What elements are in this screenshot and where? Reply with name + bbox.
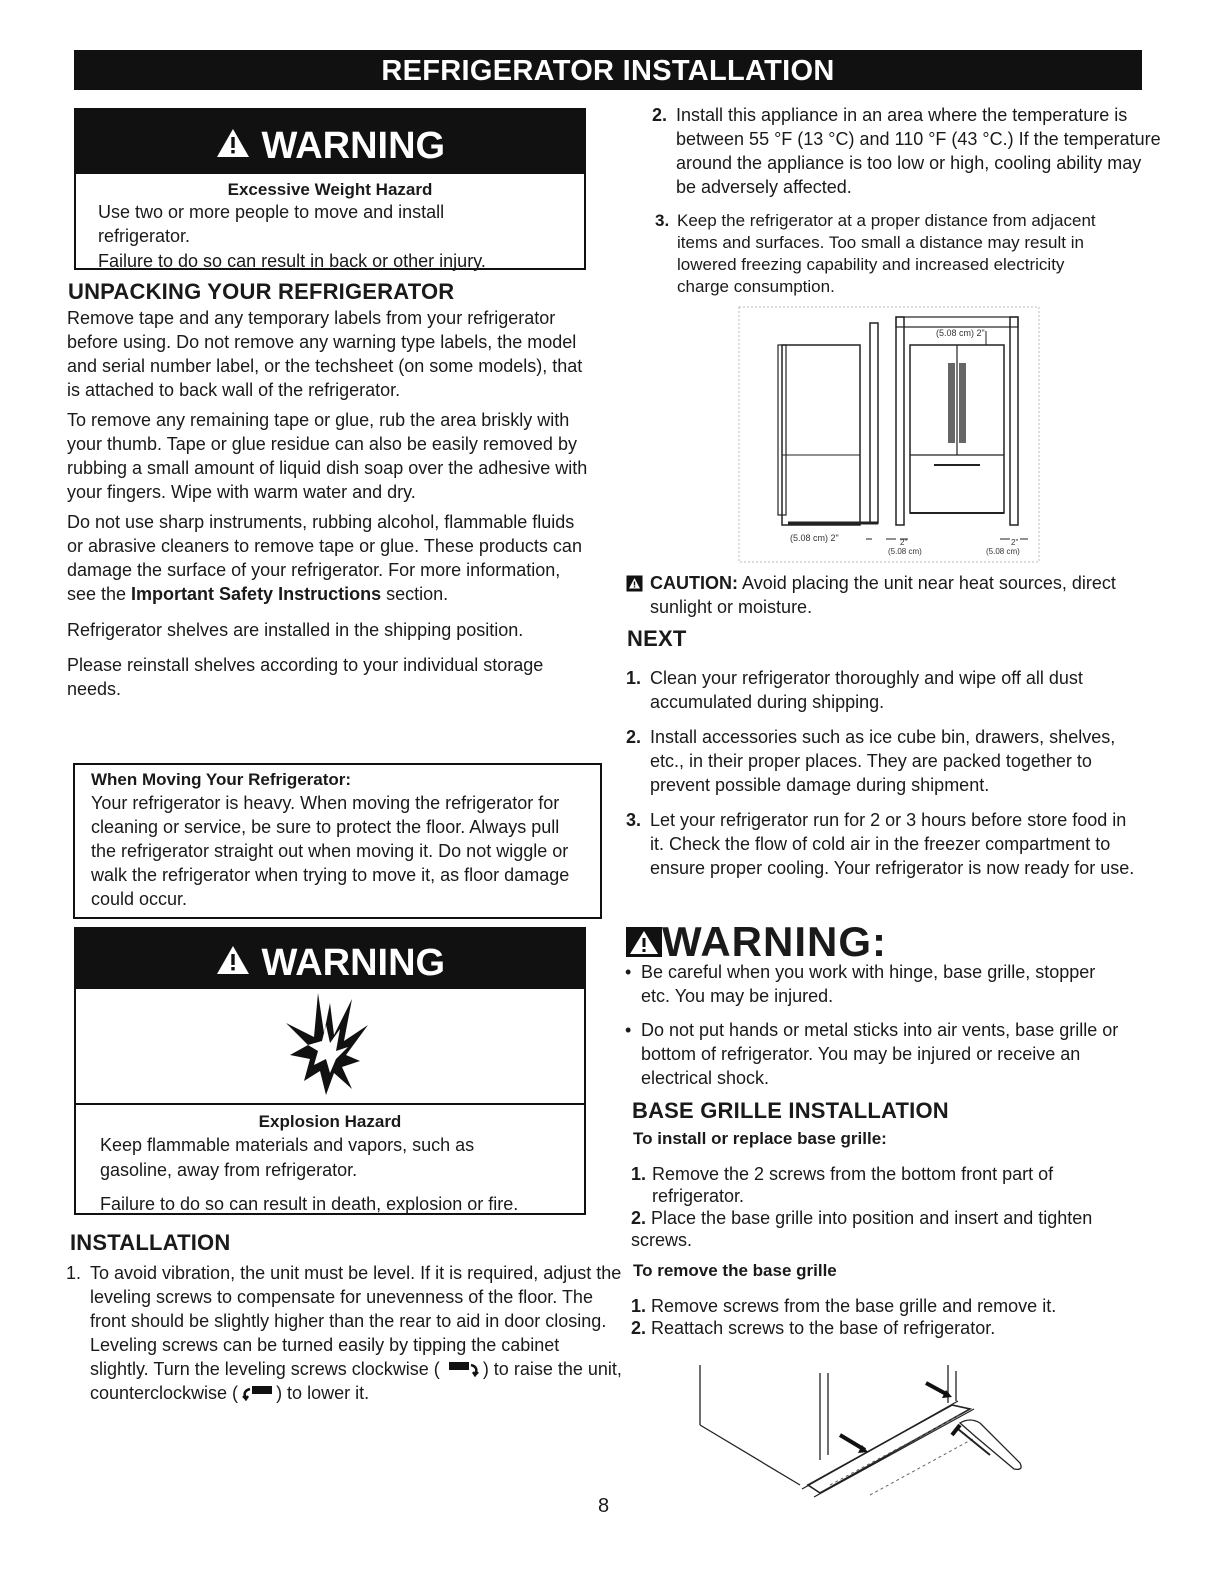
- unpacking-p3-text: Do not use sharp instruments, rubbing alcohol, flammable fluids or abrasive cleaners to remove tape or glue. These products can damage the surface of your refrigerator. For more information, see the: [67, 512, 582, 604]
- installation-item-2-text: Install this appliance in an area where the temperature is between 55 °F (13 °C) and 110 °F (43 °C.) If the temperature around the appliance is too low or high, cooling ability may be adversely affected.: [676, 105, 1161, 197]
- item-number: 3.: [626, 810, 642, 830]
- warning-label: WARNING: [261, 942, 446, 984]
- unpacking-p3: [67, 510, 592, 606]
- unpacking-heading: UNPACKING YOUR REFRIGERATOR: [68, 279, 455, 304]
- warning-line: Failure to do so can result in back or other injury.: [98, 251, 486, 271]
- warning-label: WARNING: [261, 125, 446, 167]
- installation-item-1-text: ) to lower it.: [276, 1383, 370, 1403]
- remove-step-2: [631, 1317, 1111, 1339]
- base-grille-illustration: [690, 1365, 1050, 1505]
- step-text: Place the base grille into position and insert and tighten screws.: [631, 1208, 1093, 1250]
- installation-heading: INSTALLATION: [70, 1230, 231, 1255]
- dim-right-value: 2": [1011, 538, 1019, 547]
- page-title: REFRIGERATOR INSTALLATION: [74, 50, 1142, 90]
- unpacking-p5: Please reinstall shelves according to your individual storage needs.: [67, 655, 544, 699]
- item-number: 2.: [631, 1318, 647, 1338]
- install-step-2: [631, 1207, 1101, 1251]
- installation-item-2: [652, 103, 1162, 199]
- remove-step-1: [631, 1295, 1111, 1317]
- clockwise-icon: [445, 1359, 483, 1379]
- dim-top-label: (5.08 cm) 2": [936, 328, 985, 338]
- warning-line: gasoline, away from refrigerator.: [100, 1160, 358, 1180]
- bullet-mark: •: [625, 962, 632, 982]
- item-number: 1.: [631, 1296, 647, 1316]
- unpacking-p1: Remove tape and any temporary labels from your refrigerator before using. Do not remove any warning type labels, the model and serial number label, or the techsheet (on some models), that is attached to back wall of the refrigerator.: [67, 308, 583, 400]
- remove-grille-steps: [631, 1295, 1111, 1339]
- installation-item-3-body: [655, 210, 1115, 298]
- dim-left-label: (5.08 cm) 2": [790, 533, 839, 543]
- item-number: 1.: [626, 668, 642, 688]
- step-text: Remove the 2 screws from the bottom front part of refrigerator.: [652, 1164, 1054, 1206]
- warning-label: WARNING:: [662, 918, 887, 965]
- install-grille-subheading: To install or replace base grille:: [633, 1129, 887, 1148]
- explosion-warning-box: [74, 927, 586, 1215]
- item-number: 2.: [626, 727, 642, 747]
- explosion-icon: [76, 989, 584, 1105]
- step-text: Remove screws from the base grille and remove it.: [651, 1296, 1057, 1316]
- counterclockwise-icon: [238, 1383, 276, 1403]
- warning-header: [76, 110, 584, 174]
- warning-line: refrigerator.: [98, 226, 191, 246]
- installation-item-1: [66, 1261, 622, 1405]
- page-number: 8: [598, 1495, 610, 1517]
- next-item-3: [626, 808, 1136, 880]
- next-item-text: Clean your refrigerator thoroughly and wipe off all dust accumulated during shipping.: [650, 668, 1083, 712]
- caution-note: [626, 571, 1126, 619]
- moving-heading: When Moving Your Refrigerator:: [91, 770, 352, 789]
- next-item-text: Install accessories such as ice cube bin, drawers, shelves, etc., in their proper places. They are packed together to prevent possible damage during shipment.: [650, 727, 1116, 795]
- warning-3-bullets: [625, 960, 1125, 1090]
- warning-bullet: [625, 1018, 1125, 1090]
- item-number: 2.: [631, 1208, 647, 1228]
- hazard-title: Explosion Hazard: [258, 1112, 402, 1131]
- warning-line: Keep flammable materials and vapors, such as: [100, 1135, 475, 1155]
- next-heading: NEXT: [627, 626, 687, 651]
- item-number: 3.: [655, 211, 670, 230]
- warning-line: Use two or more people to move and install: [98, 202, 445, 222]
- installation-item-2-body: [652, 103, 1162, 199]
- next-list: [626, 666, 1136, 880]
- dim-mid-cm: (5.08 cm): [888, 547, 922, 556]
- remove-grille-subheading: To remove the base grille: [633, 1261, 837, 1280]
- item-number: 2.: [652, 105, 668, 125]
- item-number: 1.: [66, 1263, 82, 1283]
- next-item-1: [626, 666, 1136, 714]
- install-step-1: [631, 1163, 1101, 1207]
- warning-header: [76, 929, 584, 989]
- hazard-title: Excessive Weight Hazard: [227, 180, 433, 199]
- warning-line: Failure to do so can result in death, explosion or fire.: [100, 1194, 519, 1214]
- warning-square-icon: [626, 918, 662, 965]
- next-item-text: Let your refrigerator run for 2 or 3 hours before store food in it. Check the flow of cold air in the freezer compartment to ensure proper cooling. Your refrigerator is now ready for use.: [650, 810, 1135, 878]
- bullet-text: Do not put hands or metal sticks into air vents, base grille or bottom of refrigerator. You may be injured or receive an electrical shock.: [641, 1020, 1119, 1088]
- bullet-text: Be careful when you work with hinge, base grille, stopper etc. You may be injured.: [641, 962, 1096, 1006]
- caution-icon: [626, 574, 643, 598]
- next-item-2: [626, 725, 1136, 797]
- unpacking-p2: To remove any remaining tape or glue, rub the area briskly with your thumb. Tape or glue residue can also be easily removed by rubbing a small amount of liquid dish soap over the adhesive with your fingers. Wipe with warm water and dry.: [67, 410, 588, 502]
- moving-text: Your refrigerator is heavy. When moving the refrigerator for cleaning or service, be sure to protect the floor. Always pull the refrigerator straight out when moving it. Do not wiggle or walk the refrigerator when trying to move it, as floor damage could occur.: [91, 793, 570, 909]
- moving-box: [73, 763, 602, 919]
- dim-mid-value: 2": [900, 538, 908, 547]
- bullet-mark: •: [625, 1020, 632, 1040]
- base-grille-heading: BASE GRILLE INSTALLATION: [632, 1098, 949, 1123]
- install-grille-steps: [631, 1163, 1101, 1251]
- warning-triangle-icon: [215, 125, 262, 167]
- weight-warning-box: [74, 108, 586, 270]
- warning-3-heading: [626, 918, 887, 966]
- unpacking-p4: Refrigerator shelves are installed in the shipping position.: [67, 620, 524, 640]
- unpacking-p3-end: section.: [381, 584, 449, 604]
- clearance-diagram: [738, 305, 1043, 565]
- step-text: Reattach screws to the base of refrigerator.: [651, 1318, 996, 1338]
- unpacking-paragraph: [67, 306, 592, 701]
- installation-item-1-text: To avoid vibration, the unit must be level. If it is required, adjust the leveling screws to compensate for unevenness of the floor. The front should be slightly higher than the rear to aid in door closing. Leveling screws can be turned easily by tipping the cabinet slightly. Turn the leveling screws clockwise (: [90, 1263, 622, 1379]
- caution-text: Avoid placing the unit near heat sources, direct sunlight or moisture.: [650, 573, 1116, 617]
- installation-item-1-text: ) to raise the unit, counterclockwise (: [90, 1359, 622, 1403]
- caution-body: [626, 571, 1126, 619]
- caution-label: CAUTION:: [650, 573, 738, 593]
- safety-instructions-ref: Important Safety Instructions: [131, 584, 382, 604]
- item-number: 1.: [631, 1164, 647, 1184]
- installation-item-3-text: Keep the refrigerator at a proper distance from adjacent items and surfaces. Too small a distance may result in lowered freezing capability and increased electricity charge consumption.: [677, 211, 1096, 296]
- warning-bullet: [625, 960, 1125, 1008]
- warning-triangle-icon: [215, 942, 262, 984]
- dim-right-cm: (5.08 cm): [986, 547, 1020, 556]
- installation-item-3: [655, 210, 1115, 298]
